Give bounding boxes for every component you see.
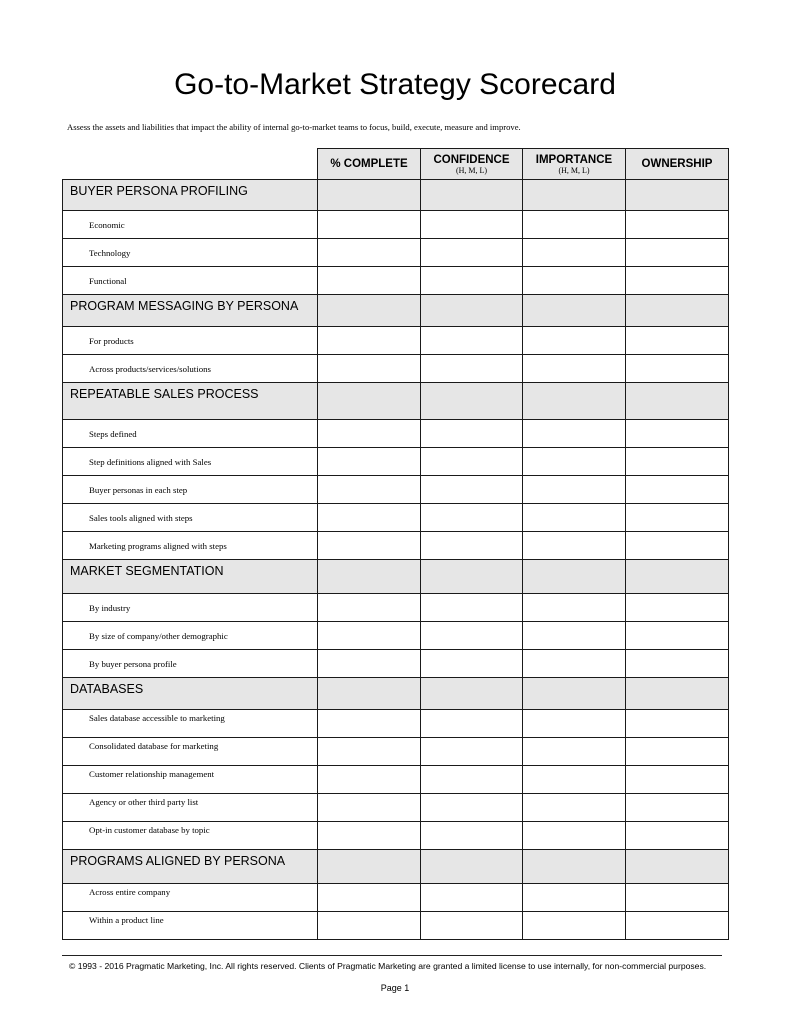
confidence-input-cell[interactable] bbox=[421, 622, 523, 650]
complete-input-cell[interactable] bbox=[318, 594, 421, 622]
confidence-input-cell[interactable] bbox=[421, 532, 523, 560]
importance-input-cell[interactable] bbox=[523, 822, 626, 850]
importance-input-cell[interactable] bbox=[523, 327, 626, 355]
item-label: Agency or other third party list bbox=[63, 794, 318, 822]
complete-input-cell[interactable] bbox=[318, 794, 421, 822]
item-row bbox=[63, 267, 729, 295]
item-row bbox=[63, 884, 729, 912]
confidence-input-cell[interactable] bbox=[421, 912, 523, 940]
importance-input-cell[interactable] bbox=[523, 420, 626, 448]
ownership-input-cell[interactable] bbox=[626, 622, 729, 650]
section-row bbox=[63, 295, 729, 327]
section-importance-cell[interactable] bbox=[523, 678, 626, 710]
complete-input-cell[interactable] bbox=[318, 822, 421, 850]
scorecard-table bbox=[62, 148, 729, 940]
section-row bbox=[63, 678, 729, 710]
confidence-input-cell[interactable] bbox=[421, 327, 523, 355]
item-label: For products bbox=[63, 327, 318, 355]
importance-input-cell[interactable] bbox=[523, 884, 626, 912]
section-confidence-cell[interactable] bbox=[421, 383, 523, 420]
item-row bbox=[63, 822, 729, 850]
item-row bbox=[63, 239, 729, 267]
section-row bbox=[63, 560, 729, 594]
item-label: Functional bbox=[63, 267, 318, 295]
importance-input-cell[interactable] bbox=[523, 355, 626, 383]
section-title: BUYER PERSONA PROFILING bbox=[63, 180, 318, 211]
section-complete-cell[interactable] bbox=[318, 678, 421, 710]
complete-input-cell[interactable] bbox=[318, 766, 421, 794]
column-header-complete bbox=[318, 149, 421, 180]
column-header-label: % COMPLETE bbox=[330, 158, 408, 170]
item-row bbox=[63, 504, 729, 532]
column-header-confidence bbox=[421, 149, 523, 180]
confidence-input-cell[interactable] bbox=[421, 267, 523, 295]
item-label: By buyer persona profile bbox=[63, 650, 318, 678]
complete-input-cell[interactable] bbox=[318, 448, 421, 476]
ownership-input-cell[interactable] bbox=[626, 355, 729, 383]
page-number: Page 1 bbox=[380, 983, 410, 993]
item-label: Technology bbox=[63, 239, 318, 267]
item-label: Sales tools aligned with steps bbox=[63, 504, 318, 532]
section-importance-cell[interactable] bbox=[523, 560, 626, 594]
item-row bbox=[63, 766, 729, 794]
section-complete-cell[interactable] bbox=[318, 180, 421, 211]
importance-input-cell[interactable] bbox=[523, 766, 626, 794]
footer-divider bbox=[62, 955, 722, 956]
importance-input-cell[interactable] bbox=[523, 710, 626, 738]
item-row bbox=[63, 622, 729, 650]
column-header-sublabel: (H, M, L) bbox=[455, 165, 488, 175]
section-confidence-cell[interactable] bbox=[421, 180, 523, 211]
complete-input-cell[interactable] bbox=[318, 355, 421, 383]
ownership-input-cell[interactable] bbox=[626, 239, 729, 267]
ownership-input-cell[interactable] bbox=[626, 884, 729, 912]
column-header-ownership bbox=[626, 149, 729, 180]
confidence-input-cell[interactable] bbox=[421, 794, 523, 822]
ownership-input-cell[interactable] bbox=[626, 327, 729, 355]
ownership-input-cell[interactable] bbox=[626, 766, 729, 794]
ownership-input-cell[interactable] bbox=[626, 822, 729, 850]
confidence-input-cell[interactable] bbox=[421, 211, 523, 239]
item-row bbox=[63, 650, 729, 678]
ownership-input-cell[interactable] bbox=[626, 476, 729, 504]
item-row bbox=[63, 327, 729, 355]
item-label: Buyer personas in each step bbox=[63, 476, 318, 504]
complete-input-cell[interactable] bbox=[318, 650, 421, 678]
header-blank-cell bbox=[63, 149, 318, 180]
ownership-input-cell[interactable] bbox=[626, 267, 729, 295]
section-ownership-cell[interactable] bbox=[626, 678, 729, 710]
complete-input-cell[interactable] bbox=[318, 476, 421, 504]
item-label: Economic bbox=[63, 211, 318, 239]
section-ownership-cell[interactable] bbox=[626, 560, 729, 594]
importance-input-cell[interactable] bbox=[523, 738, 626, 766]
confidence-input-cell[interactable] bbox=[421, 355, 523, 383]
item-label: Marketing programs aligned with steps bbox=[63, 532, 318, 560]
confidence-input-cell[interactable] bbox=[421, 594, 523, 622]
importance-input-cell[interactable] bbox=[523, 794, 626, 822]
ownership-input-cell[interactable] bbox=[626, 650, 729, 678]
ownership-input-cell[interactable] bbox=[626, 710, 729, 738]
item-label: Across entire company bbox=[63, 884, 318, 912]
confidence-input-cell[interactable] bbox=[421, 420, 523, 448]
confidence-input-cell[interactable] bbox=[421, 738, 523, 766]
item-label: Consolidated database for marketing bbox=[63, 738, 318, 766]
item-row bbox=[63, 355, 729, 383]
item-row bbox=[63, 594, 729, 622]
ownership-input-cell[interactable] bbox=[626, 794, 729, 822]
item-row bbox=[63, 211, 729, 239]
section-importance-cell[interactable] bbox=[523, 295, 626, 327]
section-complete-cell[interactable] bbox=[318, 383, 421, 420]
complete-input-cell[interactable] bbox=[318, 420, 421, 448]
importance-input-cell[interactable] bbox=[523, 476, 626, 504]
complete-input-cell[interactable] bbox=[318, 504, 421, 532]
confidence-input-cell[interactable] bbox=[421, 239, 523, 267]
column-header-label: CONFIDENCE bbox=[433, 153, 510, 166]
confidence-input-cell[interactable] bbox=[421, 476, 523, 504]
item-label: Sales database accessible to marketing bbox=[63, 710, 318, 738]
importance-input-cell[interactable] bbox=[523, 532, 626, 560]
item-row bbox=[63, 738, 729, 766]
complete-input-cell[interactable] bbox=[318, 884, 421, 912]
section-confidence-cell[interactable] bbox=[421, 560, 523, 594]
item-label: Steps defined bbox=[63, 420, 318, 448]
confidence-input-cell[interactable] bbox=[421, 822, 523, 850]
ownership-input-cell[interactable] bbox=[626, 448, 729, 476]
section-complete-cell[interactable] bbox=[318, 850, 421, 884]
section-title: REPEATABLE SALES PROCESS bbox=[63, 383, 318, 420]
confidence-input-cell[interactable] bbox=[421, 504, 523, 532]
section-importance-cell[interactable] bbox=[523, 850, 626, 884]
section-title: MARKET SEGMENTATION bbox=[63, 560, 318, 594]
complete-input-cell[interactable] bbox=[318, 912, 421, 940]
item-row bbox=[63, 532, 729, 560]
importance-input-cell[interactable] bbox=[523, 650, 626, 678]
complete-input-cell[interactable] bbox=[318, 710, 421, 738]
complete-input-cell[interactable] bbox=[318, 738, 421, 766]
page-subtitle: Assess the assets and liabilities that impact the ability of internal go-to-market teams to focus, build, execute, measure and improve. bbox=[67, 122, 521, 132]
confidence-input-cell[interactable] bbox=[421, 710, 523, 738]
importance-input-cell[interactable] bbox=[523, 912, 626, 940]
section-confidence-cell[interactable] bbox=[421, 295, 523, 327]
importance-input-cell[interactable] bbox=[523, 239, 626, 267]
complete-input-cell[interactable] bbox=[318, 622, 421, 650]
item-label: Customer relationship management bbox=[63, 766, 318, 794]
complete-input-cell[interactable] bbox=[318, 532, 421, 560]
item-row bbox=[63, 420, 729, 448]
column-header-importance bbox=[523, 149, 626, 180]
copyright-notice: © 1993 - 2016 Pragmatic Marketing, Inc. All rights reserved. Clients of Pragmatic Marketing are granted a limited license to use internally, for non-commercial purposes. bbox=[69, 961, 707, 971]
column-header-sublabel: (H, M, L) bbox=[558, 165, 590, 175]
importance-input-cell[interactable] bbox=[523, 267, 626, 295]
section-row bbox=[63, 180, 729, 211]
importance-input-cell[interactable] bbox=[523, 448, 626, 476]
item-label: Step definitions aligned with Sales bbox=[63, 448, 318, 476]
item-label: By size of company/other demographic bbox=[63, 622, 318, 650]
ownership-input-cell[interactable] bbox=[626, 420, 729, 448]
complete-input-cell[interactable] bbox=[318, 327, 421, 355]
importance-input-cell[interactable] bbox=[523, 594, 626, 622]
complete-input-cell[interactable] bbox=[318, 267, 421, 295]
section-importance-cell[interactable] bbox=[523, 180, 626, 211]
section-confidence-cell[interactable] bbox=[421, 678, 523, 710]
column-header-label: OWNERSHIP bbox=[641, 158, 713, 170]
section-title: PROGRAM MESSAGING BY PERSONA bbox=[63, 295, 318, 327]
section-row bbox=[63, 383, 729, 420]
item-label: By industry bbox=[63, 594, 318, 622]
item-row bbox=[63, 448, 729, 476]
confidence-input-cell[interactable] bbox=[421, 448, 523, 476]
complete-input-cell[interactable] bbox=[318, 239, 421, 267]
section-row bbox=[63, 850, 729, 884]
section-complete-cell[interactable] bbox=[318, 295, 421, 327]
item-label: Opt-in customer database by topic bbox=[63, 822, 318, 850]
section-ownership-cell[interactable] bbox=[626, 383, 729, 420]
section-title: PROGRAMS ALIGNED BY PERSONA bbox=[63, 850, 318, 884]
item-row bbox=[63, 476, 729, 504]
item-row bbox=[63, 912, 729, 940]
section-ownership-cell[interactable] bbox=[626, 850, 729, 884]
ownership-input-cell[interactable] bbox=[626, 504, 729, 532]
page-title: Go-to-Market Strategy Scorecard bbox=[174, 68, 616, 101]
section-complete-cell[interactable] bbox=[318, 560, 421, 594]
importance-input-cell[interactable] bbox=[523, 622, 626, 650]
confidence-input-cell[interactable] bbox=[421, 650, 523, 678]
importance-input-cell[interactable] bbox=[523, 211, 626, 239]
item-label: Across products/services/solutions bbox=[63, 355, 318, 383]
confidence-input-cell[interactable] bbox=[421, 884, 523, 912]
ownership-input-cell[interactable] bbox=[626, 912, 729, 940]
section-importance-cell[interactable] bbox=[523, 383, 626, 420]
ownership-input-cell[interactable] bbox=[626, 211, 729, 239]
section-confidence-cell[interactable] bbox=[421, 850, 523, 884]
section-title: DATABASES bbox=[63, 678, 318, 710]
column-header-label: IMPORTANCE bbox=[535, 153, 613, 166]
header-row bbox=[63, 149, 729, 180]
importance-input-cell[interactable] bbox=[523, 504, 626, 532]
ownership-input-cell[interactable] bbox=[626, 738, 729, 766]
confidence-input-cell[interactable] bbox=[421, 766, 523, 794]
item-row bbox=[63, 710, 729, 738]
section-ownership-cell[interactable] bbox=[626, 295, 729, 327]
ownership-input-cell[interactable] bbox=[626, 594, 729, 622]
item-row bbox=[63, 794, 729, 822]
ownership-input-cell[interactable] bbox=[626, 532, 729, 560]
item-label: Within a product line bbox=[63, 912, 318, 940]
complete-input-cell[interactable] bbox=[318, 211, 421, 239]
section-ownership-cell[interactable] bbox=[626, 180, 729, 211]
